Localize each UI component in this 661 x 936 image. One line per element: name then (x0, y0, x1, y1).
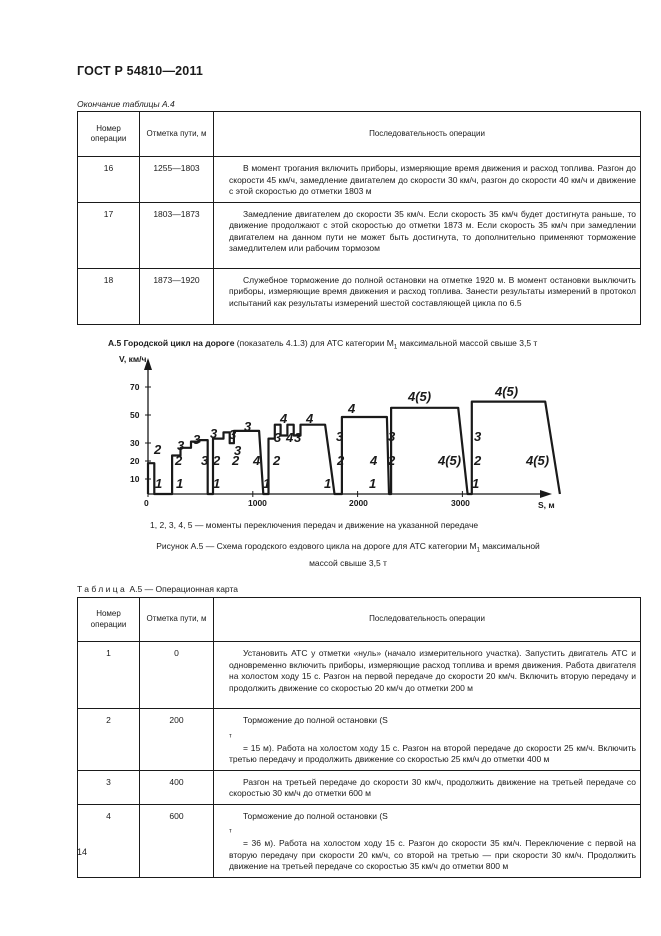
path-mark: 400 (140, 770, 214, 804)
subscript: т (229, 828, 232, 835)
figure-caption-line1-tail: максимальной (479, 541, 540, 551)
header-operation-number: Номер операции (78, 598, 140, 642)
section-number: А.5 (108, 338, 122, 348)
operation-text-post: = 36 м). Работа на холостом ходу 15 с. Разгон до скорости 35 км/ч. Переключение с первой на вторую передачу при скорости 20 км/ч, со второй на третью — при скорости 30 км/ч. Продолжить движение на третьей передаче со скоростью 35 км/ч до отметки 800 м (229, 838, 636, 872)
section-text: (показатель 4.1.3) для АТС категории М (234, 338, 394, 348)
operation-number: 18 (78, 268, 140, 324)
gear-label: 2 (388, 453, 396, 468)
figure-caption-subscript: 1 (476, 547, 480, 554)
chart-note: 1, 2, 3, 4, 5 — моменты переключения передач и движение на указанной передаче (150, 520, 479, 530)
path-mark: 1873—1920 (140, 268, 214, 324)
x-tick-labels (144, 498, 470, 508)
subscript: т (229, 733, 232, 740)
speed-distance-chart (108, 348, 588, 518)
operation-text (214, 804, 641, 877)
operation-number: 17 (78, 202, 140, 268)
table-row (78, 804, 641, 877)
gear-label: 3 (193, 432, 201, 447)
gear-label: 4(5) (408, 389, 432, 404)
path-mark: 0 (140, 642, 214, 709)
path-mark: 1803—1873 (140, 202, 214, 268)
section-title: Городской цикл на дороге (123, 338, 235, 348)
gear-label: 4 (286, 430, 294, 445)
y-tick-labels (130, 382, 140, 484)
table-row (78, 157, 641, 203)
section-text-tail: максимальной массой свыше 3,5 т (397, 338, 538, 348)
header-operation-number: Номер операции (78, 112, 140, 157)
x-axis-label: S, м (538, 500, 555, 510)
header-operation-sequence: Последовательность операции (214, 112, 641, 157)
header-operation-sequence: Последовательность операции (214, 598, 641, 642)
y-tick-label: 30 (130, 438, 140, 448)
gear-label: 1 (324, 476, 332, 491)
section-subscript: 1 (393, 344, 398, 351)
operation-number: 1 (78, 642, 140, 709)
gear-label: 4(5) (495, 384, 519, 399)
gear-label: 2 (154, 442, 162, 457)
y-tick-label: 70 (130, 382, 140, 392)
y-tick-label: 20 (130, 456, 140, 466)
y-tick-label: 50 (130, 410, 140, 420)
chart-axes (144, 358, 552, 498)
operation-number: 2 (78, 709, 140, 771)
gear-label: 3 (234, 443, 242, 458)
gear-label: 2 (337, 453, 345, 468)
table-row (78, 202, 641, 268)
gear-label: 3 (229, 427, 237, 442)
gear-label: 1 (263, 476, 271, 491)
table-a4-caption: Окончание таблицы А.4 (77, 99, 175, 109)
gear-label: 3 (336, 429, 344, 444)
operation-text: В момент трогания включить приборы, измеряющие время движения и расход топлива. Разгон до скорости 45 км/ч, замедление двигателем до скорости 30 км/ч, разгон до скорости 40 км/ч и движение с этой скоростью до отметки 1803 м (214, 157, 641, 203)
operation-number: 4 (78, 804, 140, 877)
gear-label: 1 (472, 476, 480, 491)
operation-number: 3 (78, 770, 140, 804)
operation-text-post: = 15 м). Работа на холостом ходу 15 с. Разгон на второй передаче до скорости 25 км/ч. Включить третью передачу и продолжить движение со скоростью 25 км/ч до отметки 400 м (229, 742, 636, 765)
table-header-row (78, 598, 641, 642)
operation-number: 16 (78, 157, 140, 203)
table-row (78, 709, 641, 771)
operation-text: Установить АТС у отметки «нуль» (начало измерительного участка). Запустить двигатель АТС и одновременно включить приборы, измеряющие расход топлива и время движения. Работа двигателя на холостом ходу 15 с. Разгон на первой передаче до скорости 20 км/ч. Включить вторую передачу и продолжить движение со скоростью 20 км/ч до отметки 200 м (214, 642, 641, 709)
gear-label: 4(5) (526, 453, 550, 468)
gear-label: 4 (280, 411, 288, 426)
page-number: 14 (77, 847, 88, 857)
table-a4 (77, 111, 641, 325)
document-title: ГОСТ Р 54810—2011 (77, 64, 204, 78)
operation-text: Служебное торможение до полной остановки на отметке 1920 м. В момент остановки выключить приборы, измеряющие время движения и расход топлива. Занести результаты измерений в протокол испытаний как результаты измерений шестой составляющей цикла по 6.5 (214, 268, 641, 324)
table-header-row (78, 112, 641, 157)
gear-label: 1 (213, 476, 221, 491)
table-row (78, 642, 641, 709)
x-axis-arrow (540, 490, 552, 498)
header-path-mark: Отметка пути, м (140, 598, 214, 642)
gear-label: 3 (474, 429, 482, 444)
gear-label: 2 (213, 453, 221, 468)
gear-label: 4 (370, 453, 378, 468)
table-a5 (77, 597, 641, 878)
x-tick-label: 0 (144, 498, 149, 508)
x-tick-label: 3000 (451, 498, 470, 508)
gear-label: 3 (294, 430, 302, 445)
operation-text: Разгон на третьей передаче до скорости 30 км/ч, продолжить движение на третьей передаче со скоростью 30 км/ч до отметки 600 м (214, 770, 641, 804)
path-mark: 1255—1803 (140, 157, 214, 203)
operation-text (214, 709, 641, 771)
x-tick-label: 1000 (248, 498, 267, 508)
gear-label: 4 (348, 401, 356, 416)
operation-text-pre: Торможение до полной остановки (S (243, 715, 388, 725)
gear-label: 2 (474, 453, 482, 468)
y-tick-label: 10 (130, 474, 140, 484)
y-axis-label: V, км/ч (119, 354, 147, 364)
gear-label: 3 (210, 426, 218, 441)
figure-caption (118, 540, 578, 569)
gear-label: 3 (388, 429, 396, 444)
header-path-mark: Отметка пути, м (140, 112, 214, 157)
gear-label: 3 (244, 419, 252, 434)
gear-label: 3 (201, 453, 209, 468)
x-tick-label: 2000 (349, 498, 368, 508)
gear-label: 3 (274, 430, 282, 445)
gear-label: 1 (176, 476, 184, 491)
operation-text-pre: Торможение до полной остановки (S (243, 810, 388, 821)
operation-text: Замедление двигателем до скорости 35 км/ч. Если скорость 35 км/ч будет достигнута раньше, то движение продолжают с этой скоростью до отметки 1873 м. Если скорость 35 км/ч при замедлении двигателем на данном пути не может быть достигнута, то дополнительно применяют торможение замедлителем или рабочим тормозом (214, 202, 641, 268)
table-a5-caption-rest: А.5 — Операционная карта (127, 584, 239, 594)
gear-label: 2 (273, 453, 281, 468)
gear-label: 4 (253, 453, 261, 468)
gear-label: 2 (175, 453, 183, 468)
path-mark: 200 (140, 709, 214, 771)
gear-label: 4 (306, 411, 314, 426)
table-word: Таблица (77, 584, 128, 594)
gear-label: 1 (369, 476, 377, 491)
table-row (78, 770, 641, 804)
gear-label: 4(5) (438, 453, 462, 468)
gear-label: 2 (232, 453, 240, 468)
gear-label: 3 (177, 438, 185, 453)
figure-caption-line2: массой свыше 3,5 т (309, 557, 387, 568)
table-row (78, 268, 641, 324)
path-mark: 600 (140, 804, 214, 877)
table-a5-caption (77, 584, 238, 594)
gear-label: 1 (155, 476, 163, 491)
figure-caption-line1: Рисунок А.5 — Схема городского ездового цикла на дороге для АТС категории М (156, 541, 477, 551)
